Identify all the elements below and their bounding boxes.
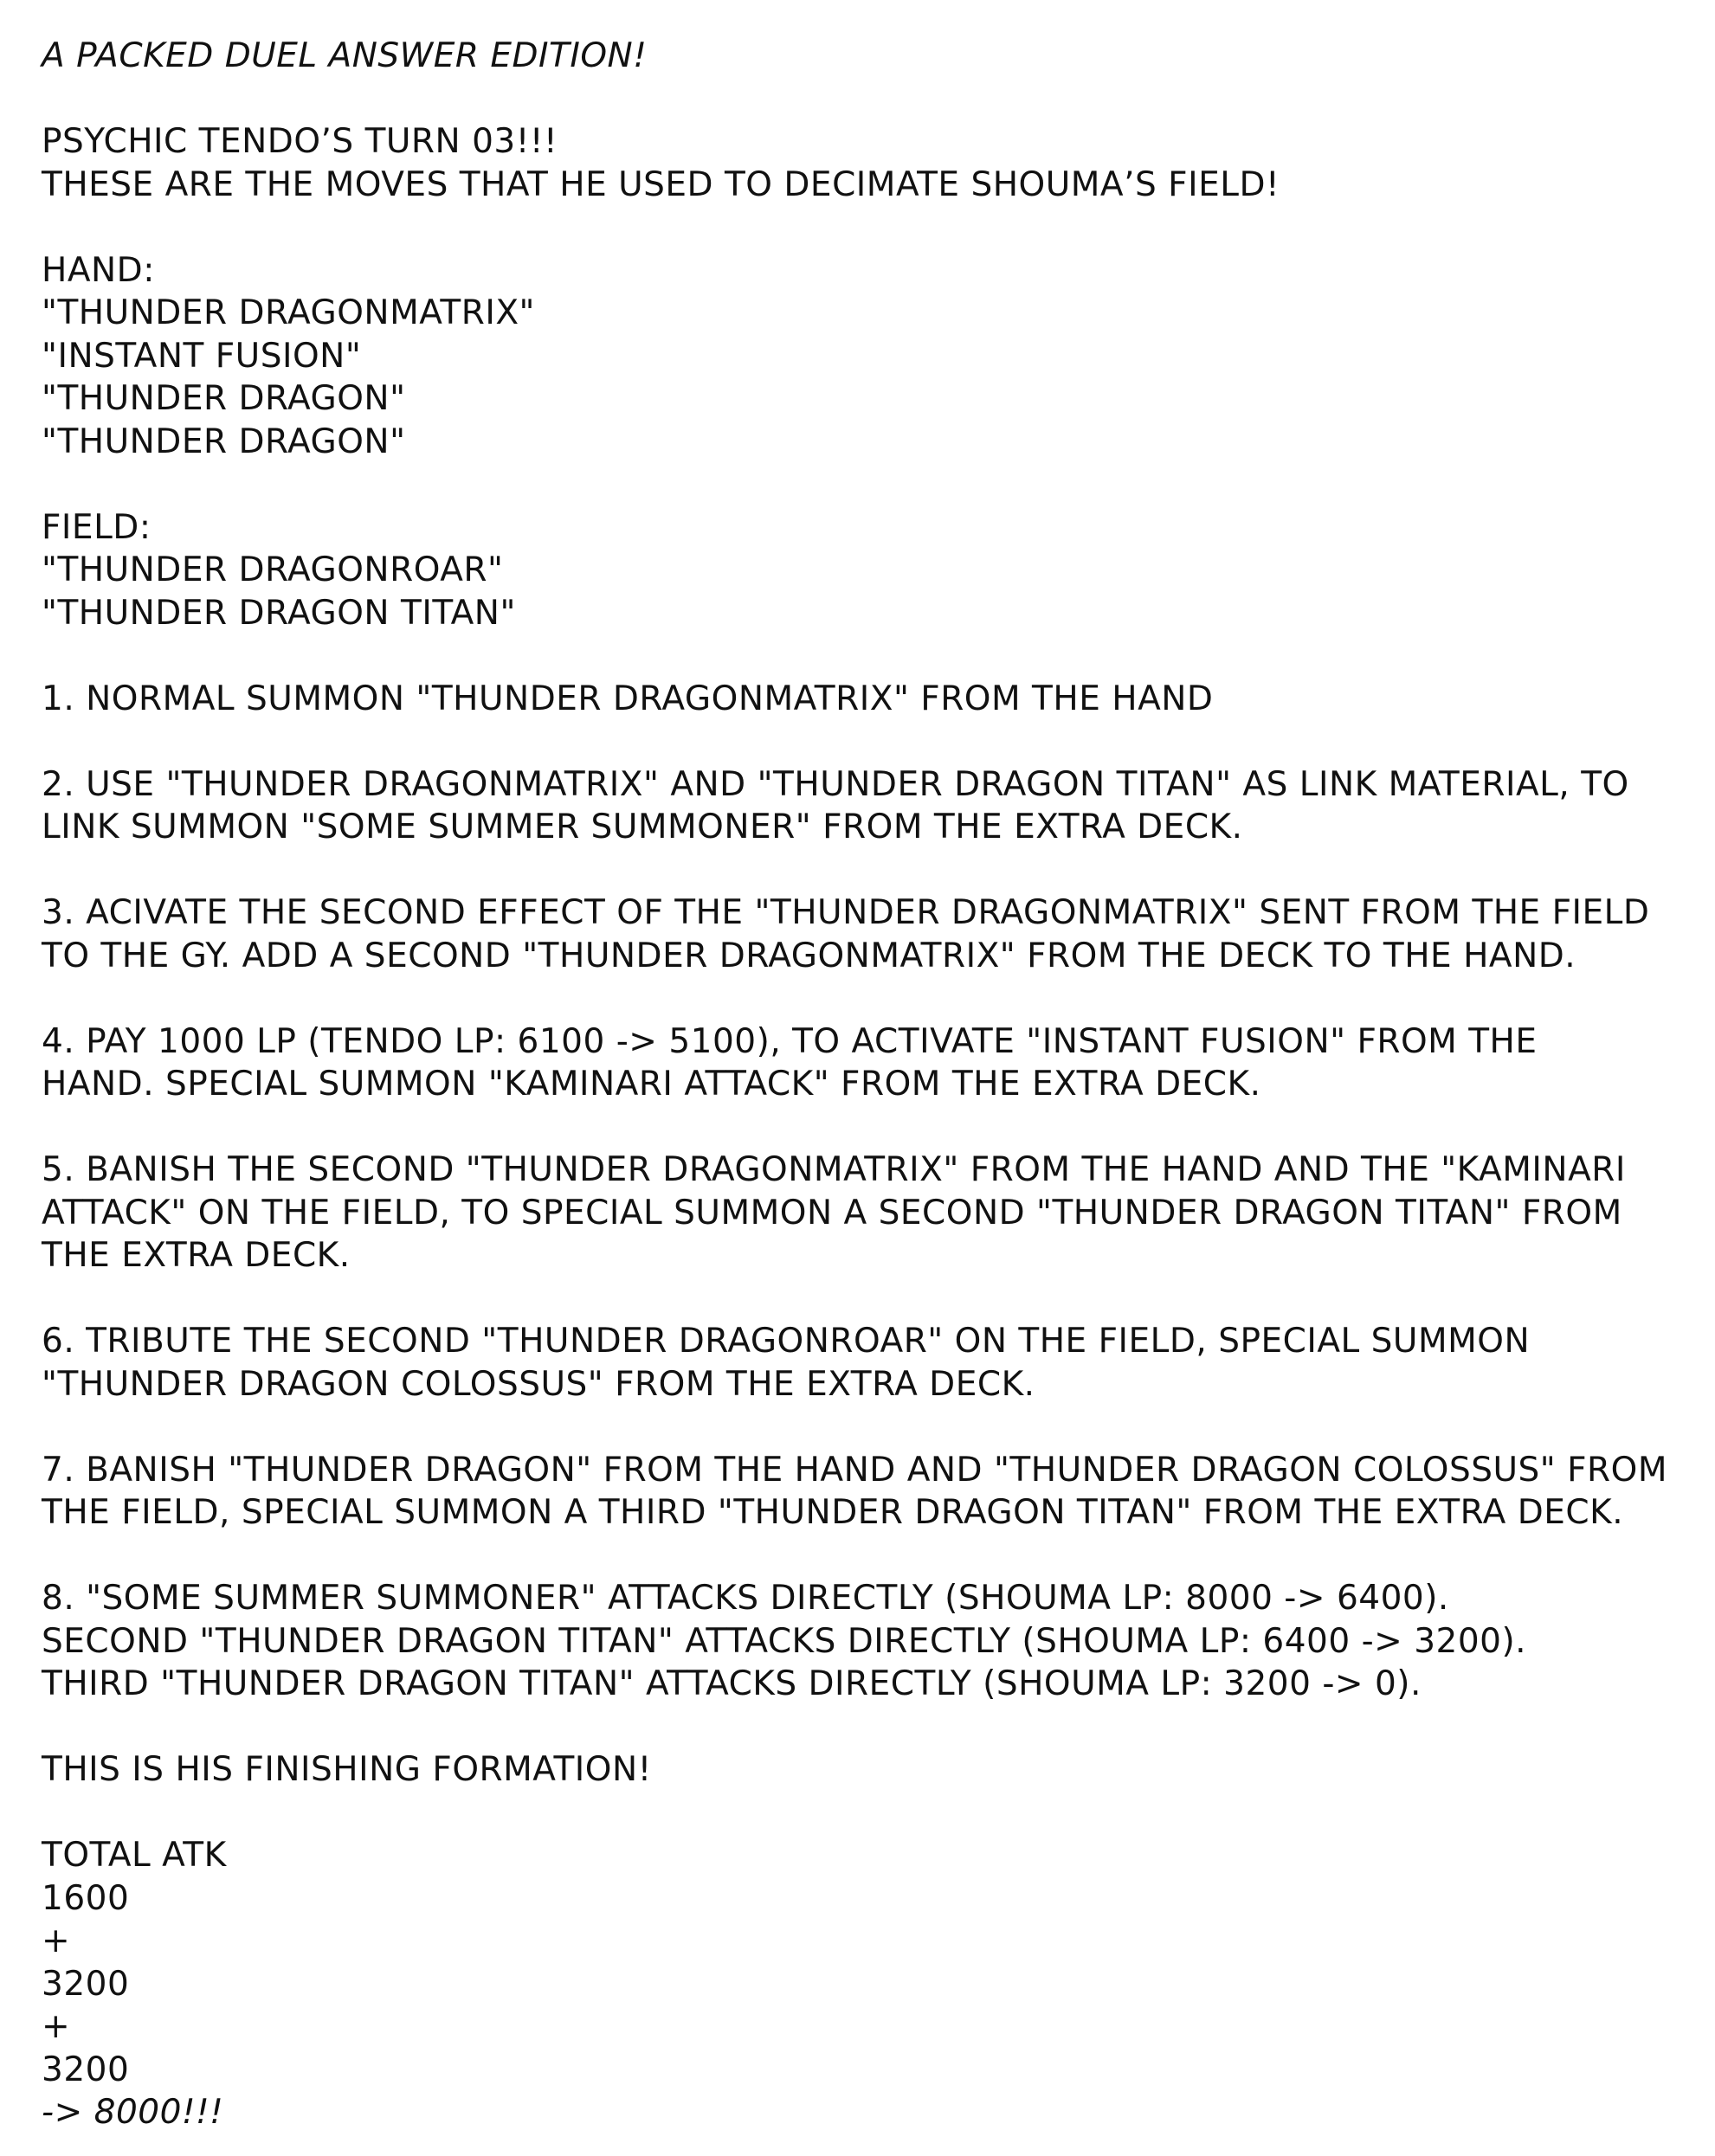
- spacer: [42, 1106, 1691, 1149]
- step-line: LINK SUMMON "SOME SUMMER SUMMONER" FROM THE EXTRA DECK.: [42, 808, 1243, 846]
- spacer: [42, 977, 1691, 1020]
- total-atk-label: TOTAL ATK: [42, 1836, 227, 1875]
- step-line: ATTACK" ON THE FIELD, TO SPECIAL SUMMON A SECOND "THUNDER DRAGON TITAN" FROM: [42, 1193, 1622, 1232]
- step-line: SECOND "THUNDER DRAGON TITAN" ATTACKS DIRECTLY (SHOUMA LP: 6400 -> 3200).: [42, 1621, 1527, 1661]
- hand-card: "INSTANT FUSION": [42, 336, 362, 376]
- field-card: "THUNDER DRAGONROAR": [42, 550, 504, 589]
- step-line: THIRD "THUNDER DRAGON TITAN" ATTACKS DIRECTLY (SHOUMA LP: 3200 -> 0).: [42, 1664, 1422, 1703]
- atk-value: 1600: [42, 1878, 130, 1918]
- step-line: 7. BANISH "THUNDER DRAGON" FROM THE HAND AND "THUNDER DRAGON COLOSSUS" FROM: [42, 1450, 1667, 1490]
- spacer: [42, 463, 1691, 506]
- step-line: 6. TRIBUTE THE SECOND "THUNDER DRAGONROAR" ON THE FIELD, SPECIAL SUMMON: [42, 1322, 1531, 1361]
- step-6: [42, 1320, 1691, 1406]
- plus-sign: +: [42, 1921, 71, 1960]
- step-line: 4. PAY 1000 LP (TENDO LP: 6100 -> 5100), TO ACTIVATE "INSTANT FUSION" FROM THE: [42, 1021, 1538, 1061]
- spacer: [42, 1535, 1691, 1578]
- step-line: 8. "SOME SUMMER SUMMONER" ATTACKS DIRECTLY (SHOUMA LP: 8000 -> 6400).: [42, 1579, 1449, 1618]
- atk-value: 3200: [42, 2050, 130, 2089]
- spacer: [42, 206, 1691, 249]
- step-line: 2. USE "THUNDER DRAGONMATRIX" AND "THUNDER DRAGON TITAN" AS LINK MATERIAL, TO: [42, 764, 1629, 804]
- step-line: HAND. SPECIAL SUMMON "KAMINARI ATTACK" FROM THE EXTRA DECK.: [42, 1065, 1261, 1104]
- document-page: [42, 35, 1691, 2134]
- step-line: 5. BANISH THE SECOND "THUNDER DRAGONMATRIX" FROM THE HAND AND THE "KAMINARI: [42, 1150, 1626, 1189]
- spacer: [42, 849, 1691, 892]
- field-label: FIELD:: [42, 507, 152, 547]
- spacer: [42, 720, 1691, 763]
- hand-section: [42, 249, 1691, 464]
- step-line: 1. NORMAL SUMMON "THUNDER DRAGONMATRIX" FROM THE HAND: [42, 679, 1214, 718]
- finishing-formation-text: THIS IS HIS FINISHING FORMATION!: [42, 1750, 652, 1789]
- step-5: [42, 1149, 1691, 1278]
- field-card: "THUNDER DRAGON TITAN": [42, 593, 516, 633]
- plus-sign: +: [42, 2007, 71, 2046]
- field-section: [42, 506, 1691, 635]
- step-4: [42, 1020, 1691, 1106]
- atk-total-result: -> 8000!!!: [42, 2093, 224, 2132]
- spacer: [42, 1406, 1691, 1449]
- total-atk-section: [42, 1834, 1691, 2134]
- step-1: [42, 678, 1691, 721]
- spacer: [42, 78, 1691, 121]
- step-8: [42, 1577, 1691, 1706]
- hand-card: "THUNDER DRAGON": [42, 422, 406, 461]
- atk-value: 3200: [42, 1964, 130, 2004]
- turn-subtitle: THESE ARE THE MOVES THAT HE USED TO DECIMATE SHOUMA’S FIELD!: [42, 164, 1280, 204]
- step-3: [42, 891, 1691, 977]
- spacer: [42, 1706, 1691, 1749]
- step-line: 3. ACIVATE THE SECOND EFFECT OF THE "THUNDER DRAGONMATRIX" SENT FROM THE FIELD: [42, 893, 1650, 932]
- hand-card: "THUNDER DRAGONMATRIX": [42, 293, 535, 332]
- step-line: THE EXTRA DECK.: [42, 1236, 351, 1275]
- turn-heading: PSYCHIC TENDO’S TURN 03!!!: [42, 122, 558, 161]
- hand-card: "THUNDER DRAGON": [42, 379, 406, 418]
- spacer: [42, 634, 1691, 678]
- spacer: [42, 1792, 1691, 1835]
- step-list: [42, 678, 1691, 1706]
- step-2: [42, 763, 1691, 849]
- step-line: "THUNDER DRAGON COLOSSUS" FROM THE EXTRA DECK.: [42, 1364, 1035, 1404]
- hand-label: HAND:: [42, 250, 155, 290]
- step-line: THE FIELD, SPECIAL SUMMON A THIRD "THUNDER DRAGON TITAN" FROM THE EXTRA DECK.: [42, 1493, 1624, 1532]
- page-title: A PACKED DUEL ANSWER EDITION!: [42, 36, 648, 75]
- spacer: [42, 1278, 1691, 1321]
- step-7: [42, 1449, 1691, 1535]
- step-line: TO THE GY. ADD A SECOND "THUNDER DRAGONMATRIX" FROM THE DECK TO THE HAND.: [42, 936, 1576, 975]
